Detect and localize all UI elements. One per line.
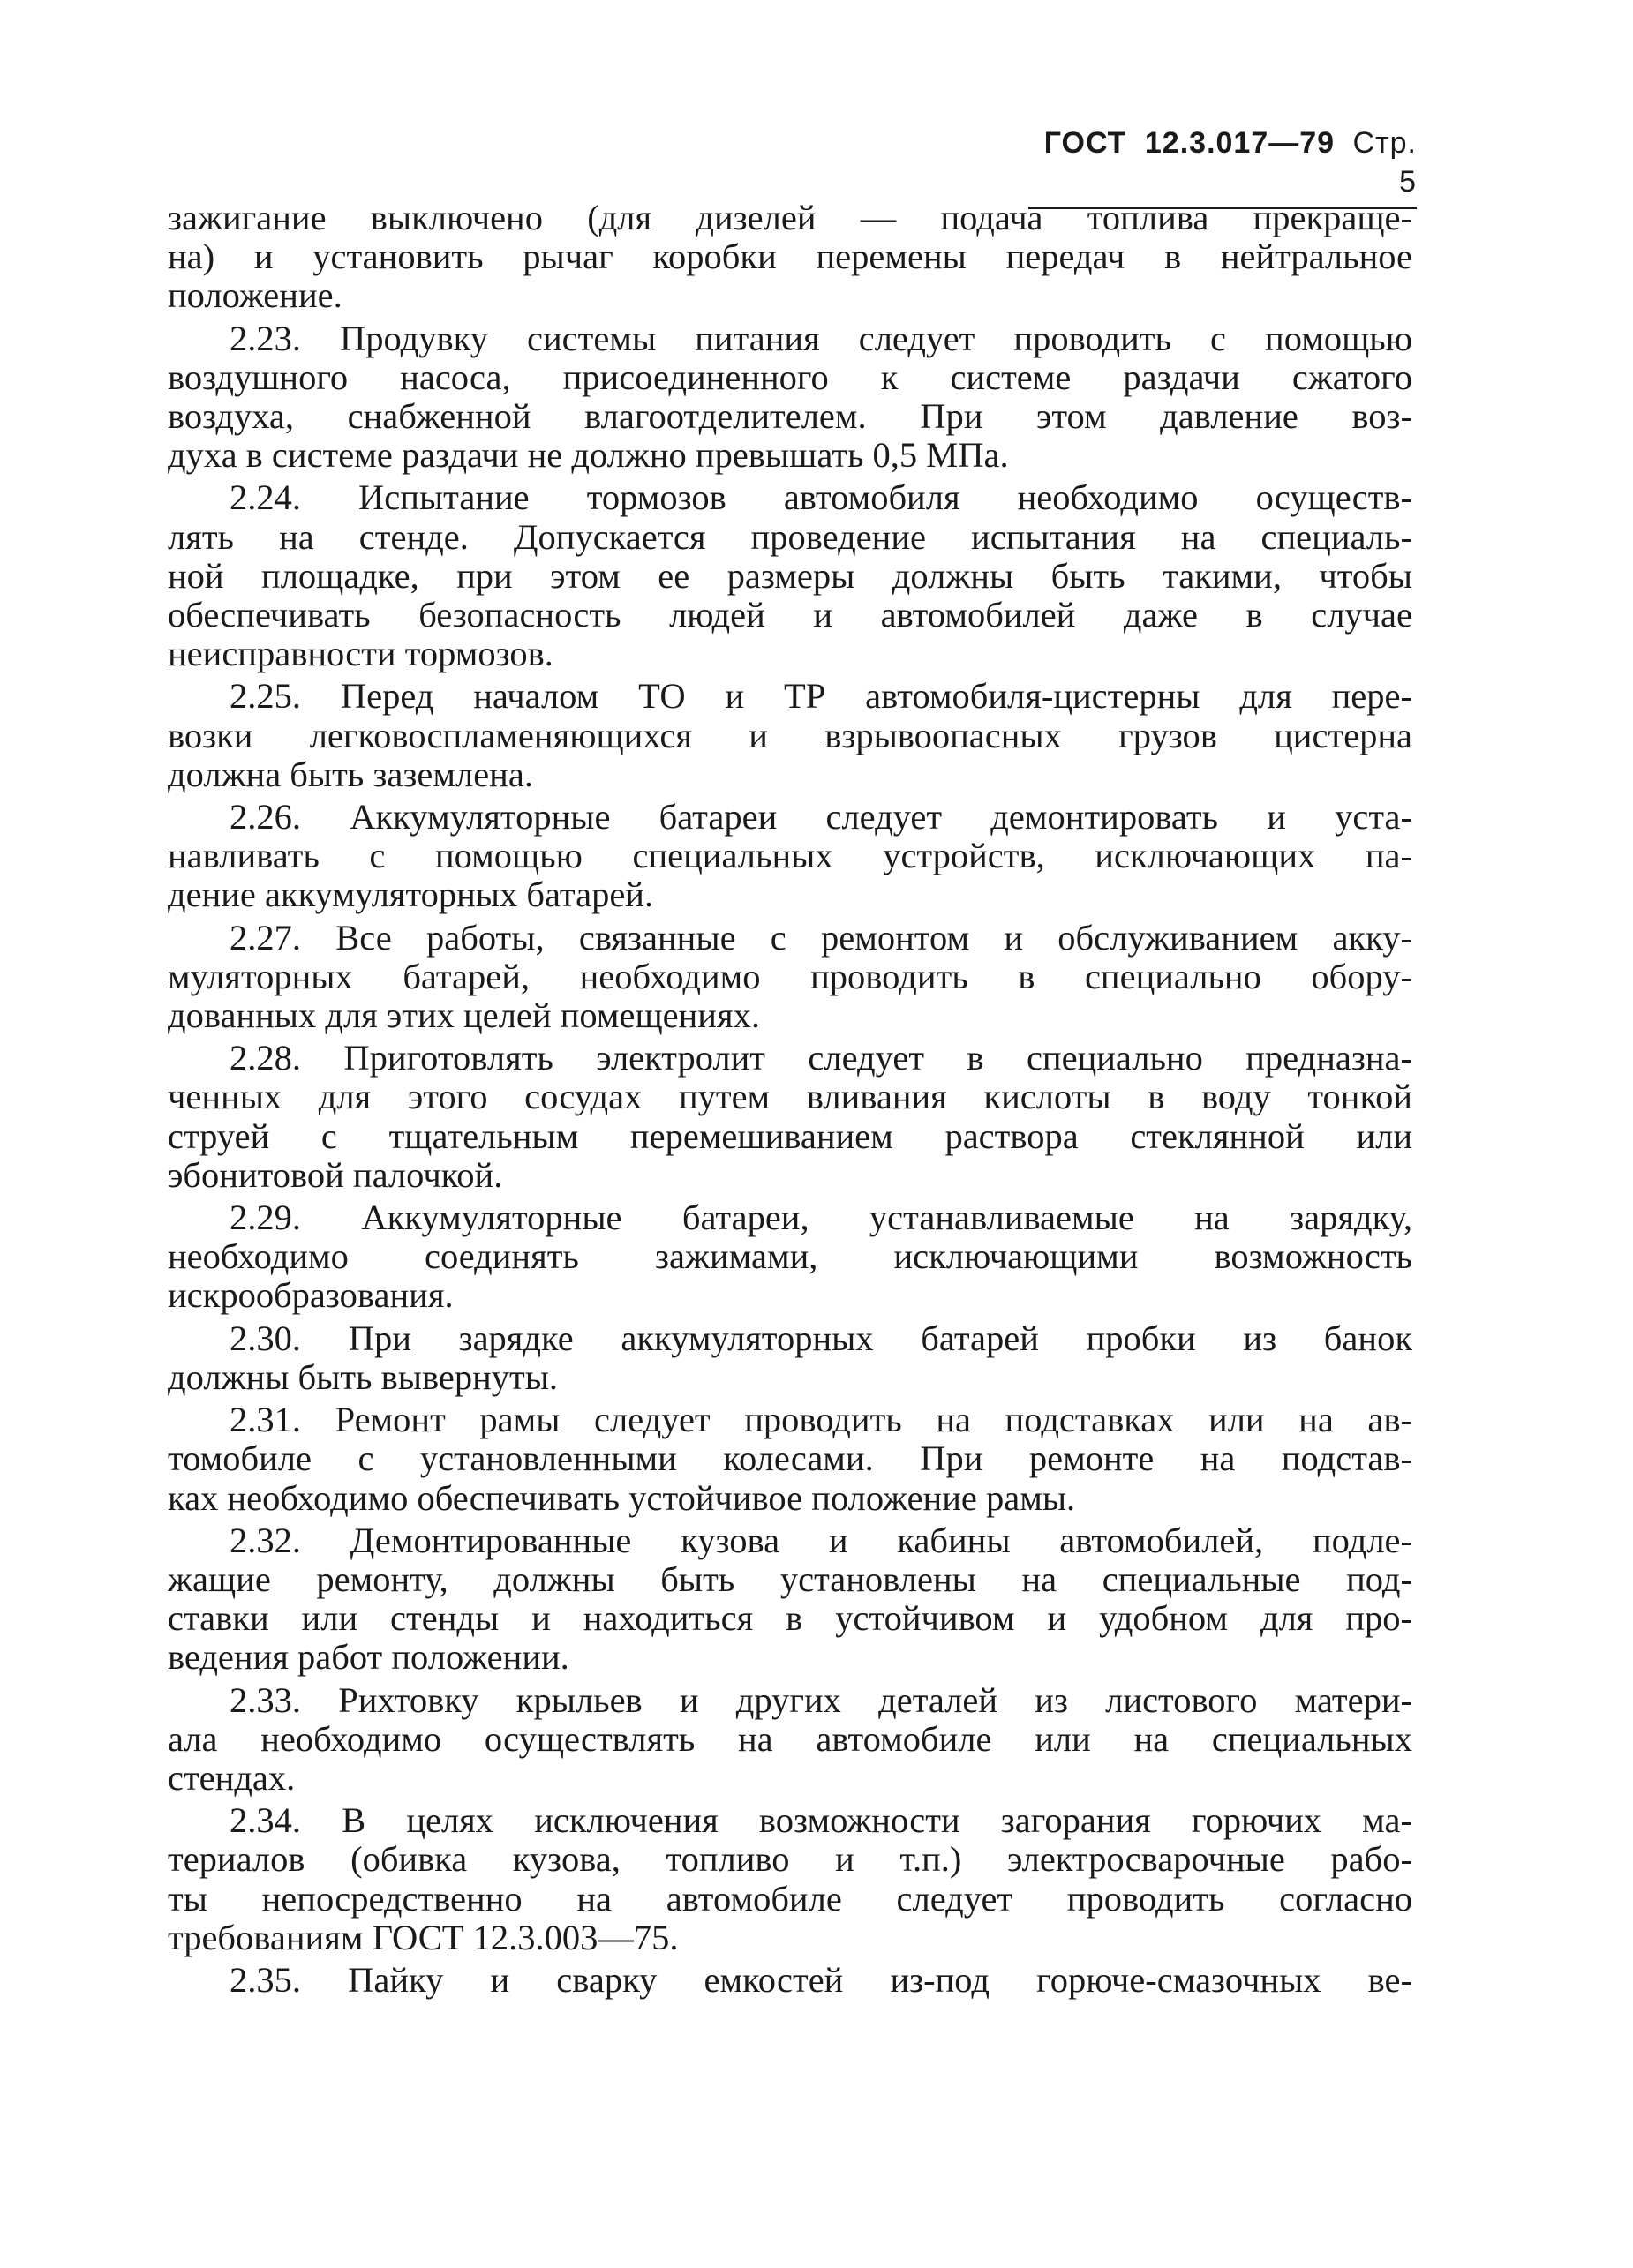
text-line: воздуха, снабженной влагоотделителем. При этом давление воз-: [168, 397, 1412, 437]
text-line: муляторных батарей, необходимо проводить в специально обору-: [168, 957, 1412, 996]
paragraph: [168, 1319, 1412, 1397]
text-line: должна быть заземлена.: [168, 755, 533, 794]
text-line: возки легковоспламеняющихся и взрывоопасных грузов цистерна: [168, 716, 1412, 755]
text-line: ной площадке, при этом ее размеры должны быть такими, чтобы: [168, 556, 1412, 596]
text-line: томобиле с установленными колесами. При ремонте на подстав-: [168, 1439, 1412, 1479]
text-line: 2.32. Демонтированные кузова и кабины автомобилей, подле-: [230, 1521, 1412, 1560]
page-number: Стр. 5: [1352, 126, 1417, 199]
text-line: необходимо соединять зажимами, исключающими возможность: [168, 1237, 1412, 1277]
text-line: требованиям ГОСТ 12.3.003—75.: [168, 1918, 679, 1957]
text-line: 2.34. В целях исключения возможности загорания горючих ма-: [230, 1801, 1412, 1841]
text-line: дованных для этих целей помещениях.: [168, 996, 760, 1036]
text-line: ты непосредственно на автомобиле следует проводить согласно: [168, 1879, 1412, 1919]
text-line: ках необходимо обеспечивать устойчивое положение рамы.: [168, 1478, 1076, 1518]
text-line: зажигание выключено (для дизелей — подача топлива прекраще-: [168, 199, 1412, 237]
text-line: воздушного насоса, присоединенного к системе раздачи сжатого: [168, 357, 1412, 397]
paragraph: [168, 1039, 1412, 1195]
paragraph: [168, 919, 1412, 1036]
text-line: 2.27. Все работы, связанные с ремонтом и обслуживанием акку-: [230, 918, 1412, 958]
text-line: обеспечивать безопасность людей и автомобилей даже в случае: [168, 596, 1412, 635]
paragraph: [168, 319, 1412, 476]
text-line: 2.23. Продувку системы питания следует проводить с помощью: [230, 319, 1412, 358]
text-line: 2.28. Приготовлять электролит следует в специально предназна-: [230, 1039, 1412, 1078]
text-line: 2.24. Испытание тормозов автомобиля необходимо осуществ-: [230, 478, 1412, 518]
text-line: навливать с помощью специальных устройств, исключающих па-: [168, 837, 1412, 876]
text-line: лять на стенде. Допускается проведение испытания на специаль-: [168, 517, 1412, 557]
text-line: должны быть вывернуты.: [168, 1357, 559, 1397]
text-line: 2.26. Аккумуляторные батареи следует демонтировать и уста-: [230, 798, 1412, 837]
text-line: неисправности тормозов.: [168, 635, 553, 674]
paragraph: [168, 1681, 1412, 1799]
paragraph: [168, 1521, 1412, 1678]
paragraph: [168, 1801, 1412, 1957]
text-line: положение.: [168, 276, 342, 316]
text-line: 2.31. Ремонт рамы следует проводить на подставках или на ав-: [230, 1401, 1412, 1440]
text-line: ченных для этого сосудах путем вливания кислоты в воду тонкой: [168, 1078, 1412, 1117]
text-line: териалов (обивка кузова, топливо и т.п.) электросварочные рабо-: [168, 1840, 1412, 1880]
standard-label: ГОСТ: [1043, 126, 1127, 160]
text-line: эбонитовой палочкой.: [168, 1155, 503, 1195]
text-line: искрообразования.: [168, 1276, 454, 1316]
text-line: струей с тщательным перемешиванием раствора стеклянной или: [168, 1116, 1412, 1156]
text-line: ала необходимо осуществлять на автомобиле или на специальных: [168, 1719, 1412, 1759]
text-line: духа в системе раздачи не должно превышать 0,5 МПа.: [168, 436, 1009, 476]
text-line: 2.25. Перед началом ТО и ТР автомобиля-цистерны для пере-: [230, 677, 1412, 717]
text-line: 2.29. Аккумуляторные батареи, устанавливаемые на зарядку,: [230, 1198, 1412, 1238]
text-line: 2.33. Рихтовку крыльев и других деталей из листового матери-: [230, 1680, 1412, 1720]
standard-number: 12.3.017—79: [1144, 126, 1336, 160]
paragraph: [168, 677, 1412, 794]
text-line: жащие ремонту, должны быть установлены на специальные под-: [168, 1559, 1412, 1599]
text-line: 2.35. Пайку и сварку емкостей из-под горюче-смазочных ве-: [230, 1960, 1412, 2000]
text-line: дение аккумуляторных батарей.: [168, 875, 654, 915]
text-line: ведения работ положении.: [168, 1638, 569, 1678]
page-header: [1028, 124, 1417, 209]
text-line: ставки или стенды и находиться в устойчивом и удобном для про-: [168, 1599, 1412, 1639]
document-body: [168, 199, 1412, 2000]
text-line: 2.30. При зарядке аккумуляторных батарей пробки из банок: [230, 1318, 1412, 1358]
paragraph: [168, 1198, 1412, 1316]
text-line: на) и установить рычаг коробки перемены передач в нейтральное: [168, 237, 1412, 277]
paragraph: [168, 199, 1412, 316]
paragraph: [168, 1401, 1412, 1518]
paragraph: [168, 798, 1412, 915]
text-line: стендах.: [168, 1758, 296, 1798]
paragraph: [168, 1961, 1412, 2000]
paragraph: [168, 478, 1412, 673]
